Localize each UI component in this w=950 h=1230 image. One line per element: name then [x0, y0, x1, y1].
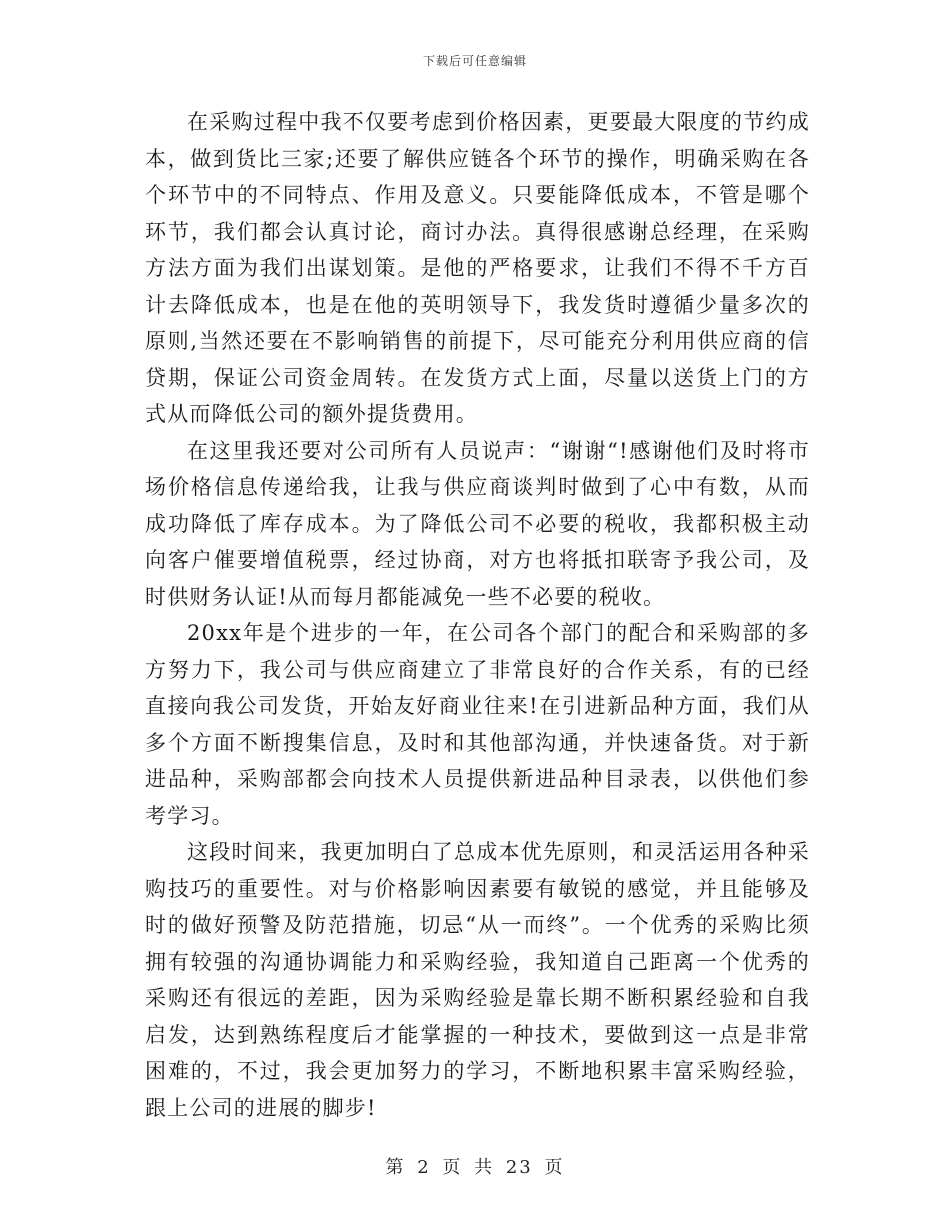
paragraph-1: 在采购过程中我不仅要考虑到价格因素，更要最大限度的节约成本，做到货比三家;还要了解供应链各个环节的操作，明确采购在各个环节中的不同特点、作用及意义。只要能降低成本，不管是哪个环节，我们都会认真讨论，商讨办法。真得很感谢总经理，在采购方法方面为我们出谋划策。是他的严格要求，让我们不得不千方百计去降低成本，也是在他的英明领导下，我发货时遵循少量多次的原则,当然还要在不影响销售的前提下，尽可能充分利用供应商的信贷期，保证公司资金周转。在发货方式上面，尽量以送货上门的方式从而降低公司的额外提货费用。 [145, 110, 810, 426]
page-number-footer: 第 2 页 共 23 页 [385, 1157, 565, 1178]
paragraph-2: 在这里我还要对公司所有人员说声：“谢谢“!感谢他们及时将市场价格信息传递给我，让我与供应商谈判时做到了心中有数，从而成功降低了库存成本。为了降低公司不必要的税收，我都积极主动向客户催要增值税票，经过协商，对方也将抵扣联寄予我公司，及时供财务认证!从而每月都能减免一些不必要的税收。 [145, 438, 810, 609]
page-header-note: 下载后可任意编辑 [422, 54, 527, 68]
document-body [145, 104, 810, 1126]
paragraph-3: 20xx年是个进步的一年，在公司各个部门的配合和采购部的多方努力下，我公司与供应商建立了非常良好的合作关系，有的已经直接向我公司发货，开始友好商业往来!在引进新品种方面，我们从多个方面不断搜集信息，及时和其他部沟通，并快速备货。对于新进品种，采购部都会向技术人员提供新进品种目录表，以供他们参考学习。 [145, 621, 810, 828]
paragraph-4: 这段时间来，我更加明白了总成本优先原则，和灵活运用各种采购技巧的重要性。对与价格影响因素要有敏锐的感觉，并且能够及时的做好预警及防范措施，切忌“从一而终”。一个优秀的采购比须拥有较强的沟通协调能力和采购经验，我知道自己距离一个优秀的采购还有很远的差距，因为采购经验是靠长期不断积累经验和自我启发，达到熟练程度后才能掌握的一种技术，要做到这一点是非常困难的，不过，我会更加努力的学习，不断地积累丰富采购经验，跟上公司的进展的脚步! [145, 840, 810, 1120]
